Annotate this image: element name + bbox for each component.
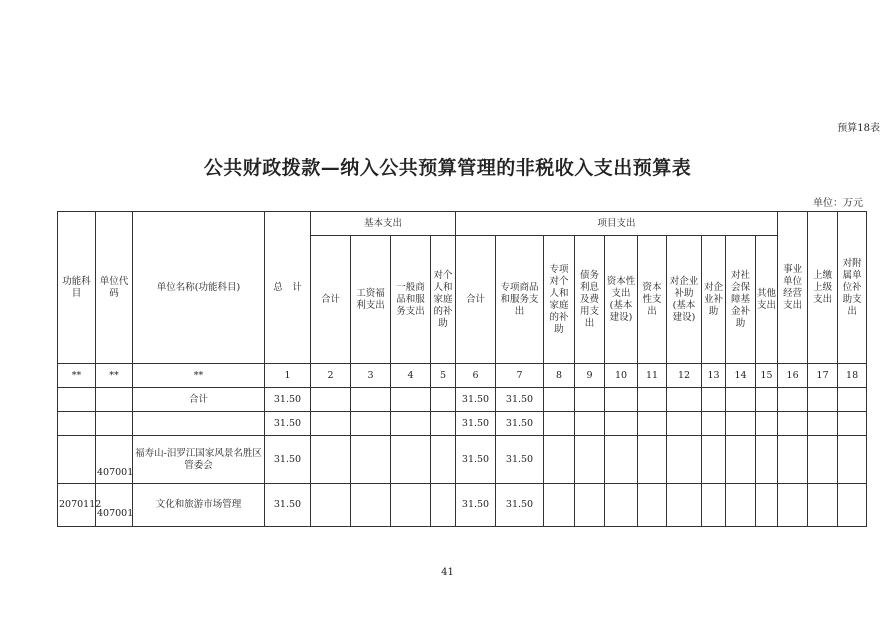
unit-name-cell xyxy=(133,412,265,436)
header-project-col: 资本性支出 xyxy=(638,236,667,364)
header-project-col: 对企业补助(基本建设) xyxy=(667,236,702,364)
index-cell: 3 xyxy=(351,364,391,388)
unit-name-cell: 合计 xyxy=(133,388,265,412)
func-code-cell xyxy=(58,436,96,484)
total-cell: 31.50 xyxy=(265,436,311,484)
project-total-cell: 31.50 xyxy=(456,412,496,436)
index-cell: 17 xyxy=(808,364,838,388)
project-goods-cell: 31.50 xyxy=(496,388,544,412)
header-project-col: 资本性支出(基本建设) xyxy=(605,236,638,364)
header-project-col: 专项商品和服务支出 xyxy=(496,236,544,364)
header-upper: 上缴上级支出 xyxy=(808,212,838,364)
unit-code-cell xyxy=(96,412,133,436)
header-project-col: 对社会保障基金补助 xyxy=(726,236,756,364)
project-total-cell: 31.50 xyxy=(456,436,496,484)
total-cell: 31.50 xyxy=(265,412,311,436)
index-row xyxy=(58,364,867,388)
index-cell: 7 xyxy=(496,364,544,388)
index-cell: 10 xyxy=(605,364,638,388)
header-unit-code: 单位代码 xyxy=(96,212,133,364)
header-total: 总 计 xyxy=(265,212,311,364)
header-basic-col: 一般商品和服务支出 xyxy=(391,236,431,364)
index-cell: 13 xyxy=(702,364,726,388)
budget-table xyxy=(57,211,867,527)
index-cell: 11 xyxy=(638,364,667,388)
unit-code-cell: 407001 xyxy=(96,484,133,527)
index-cell: 16 xyxy=(778,364,808,388)
header-project-col: 专项对个人和家庭的补助 xyxy=(544,236,575,364)
table-row xyxy=(58,388,867,412)
project-total-cell: 31.50 xyxy=(456,388,496,412)
index-cell: ** xyxy=(133,364,265,388)
index-cell: 5 xyxy=(431,364,456,388)
index-cell: ** xyxy=(58,364,96,388)
func-code-cell xyxy=(58,388,96,412)
index-cell: 1 xyxy=(265,364,311,388)
index-cell: 9 xyxy=(575,364,605,388)
header-project: 项目支出 xyxy=(456,212,778,236)
header-unit-name: 单位名称(功能科目) xyxy=(133,212,265,364)
unit-name-cell: 福寿山-汨罗江国家风景名胜区管委会 xyxy=(133,436,265,484)
index-cell: ** xyxy=(96,364,133,388)
index-cell: 12 xyxy=(667,364,702,388)
header-basic-col: 合计 xyxy=(311,236,351,364)
header-func-code: 功能科目 xyxy=(58,212,96,364)
total-cell: 31.50 xyxy=(265,388,311,412)
header-project-col: 债务利息及费用支出 xyxy=(575,236,605,364)
table-row xyxy=(58,412,867,436)
unit-code-cell: 407001 xyxy=(96,436,133,484)
project-goods-cell: 31.50 xyxy=(496,484,544,527)
index-cell: 4 xyxy=(391,364,431,388)
header-basic-col: 对个人和家庭的补助 xyxy=(431,236,456,364)
header-basic: 基本支出 xyxy=(311,212,456,236)
header-basic-col: 工资福利支出 xyxy=(351,236,391,364)
index-cell: 6 xyxy=(456,364,496,388)
project-goods-cell: 31.50 xyxy=(496,412,544,436)
header-project-col: 合计 xyxy=(456,236,496,364)
header-project-col: 其他支出 xyxy=(756,236,778,364)
func-code-cell xyxy=(58,412,96,436)
header-subsidy: 对附属单位补助支出 xyxy=(838,212,867,364)
header-business: 事业单位经营支出 xyxy=(778,212,808,364)
index-cell: 15 xyxy=(756,364,778,388)
table-row xyxy=(58,484,867,527)
total-cell: 31.50 xyxy=(265,484,311,527)
form-number: 预算18表 xyxy=(837,123,880,134)
page-number: 41 xyxy=(441,567,454,578)
project-total-cell: 31.50 xyxy=(456,484,496,527)
project-goods-cell: 31.50 xyxy=(496,436,544,484)
unit-label: 单位：万元 xyxy=(813,198,863,209)
unit-name-cell: 文化和旅游市场管理 xyxy=(133,484,265,527)
index-cell: 2 xyxy=(311,364,351,388)
index-cell: 8 xyxy=(544,364,575,388)
header-project-col: 对企业补助 xyxy=(702,236,726,364)
index-cell: 14 xyxy=(726,364,756,388)
func-code-cell: 2070112 xyxy=(58,484,96,527)
index-cell: 18 xyxy=(838,364,867,388)
unit-code-cell xyxy=(96,388,133,412)
page-title: 公共财政拨款—纳入公共预算管理的非税收入支出预算表 xyxy=(203,157,692,179)
table-row xyxy=(58,436,867,484)
